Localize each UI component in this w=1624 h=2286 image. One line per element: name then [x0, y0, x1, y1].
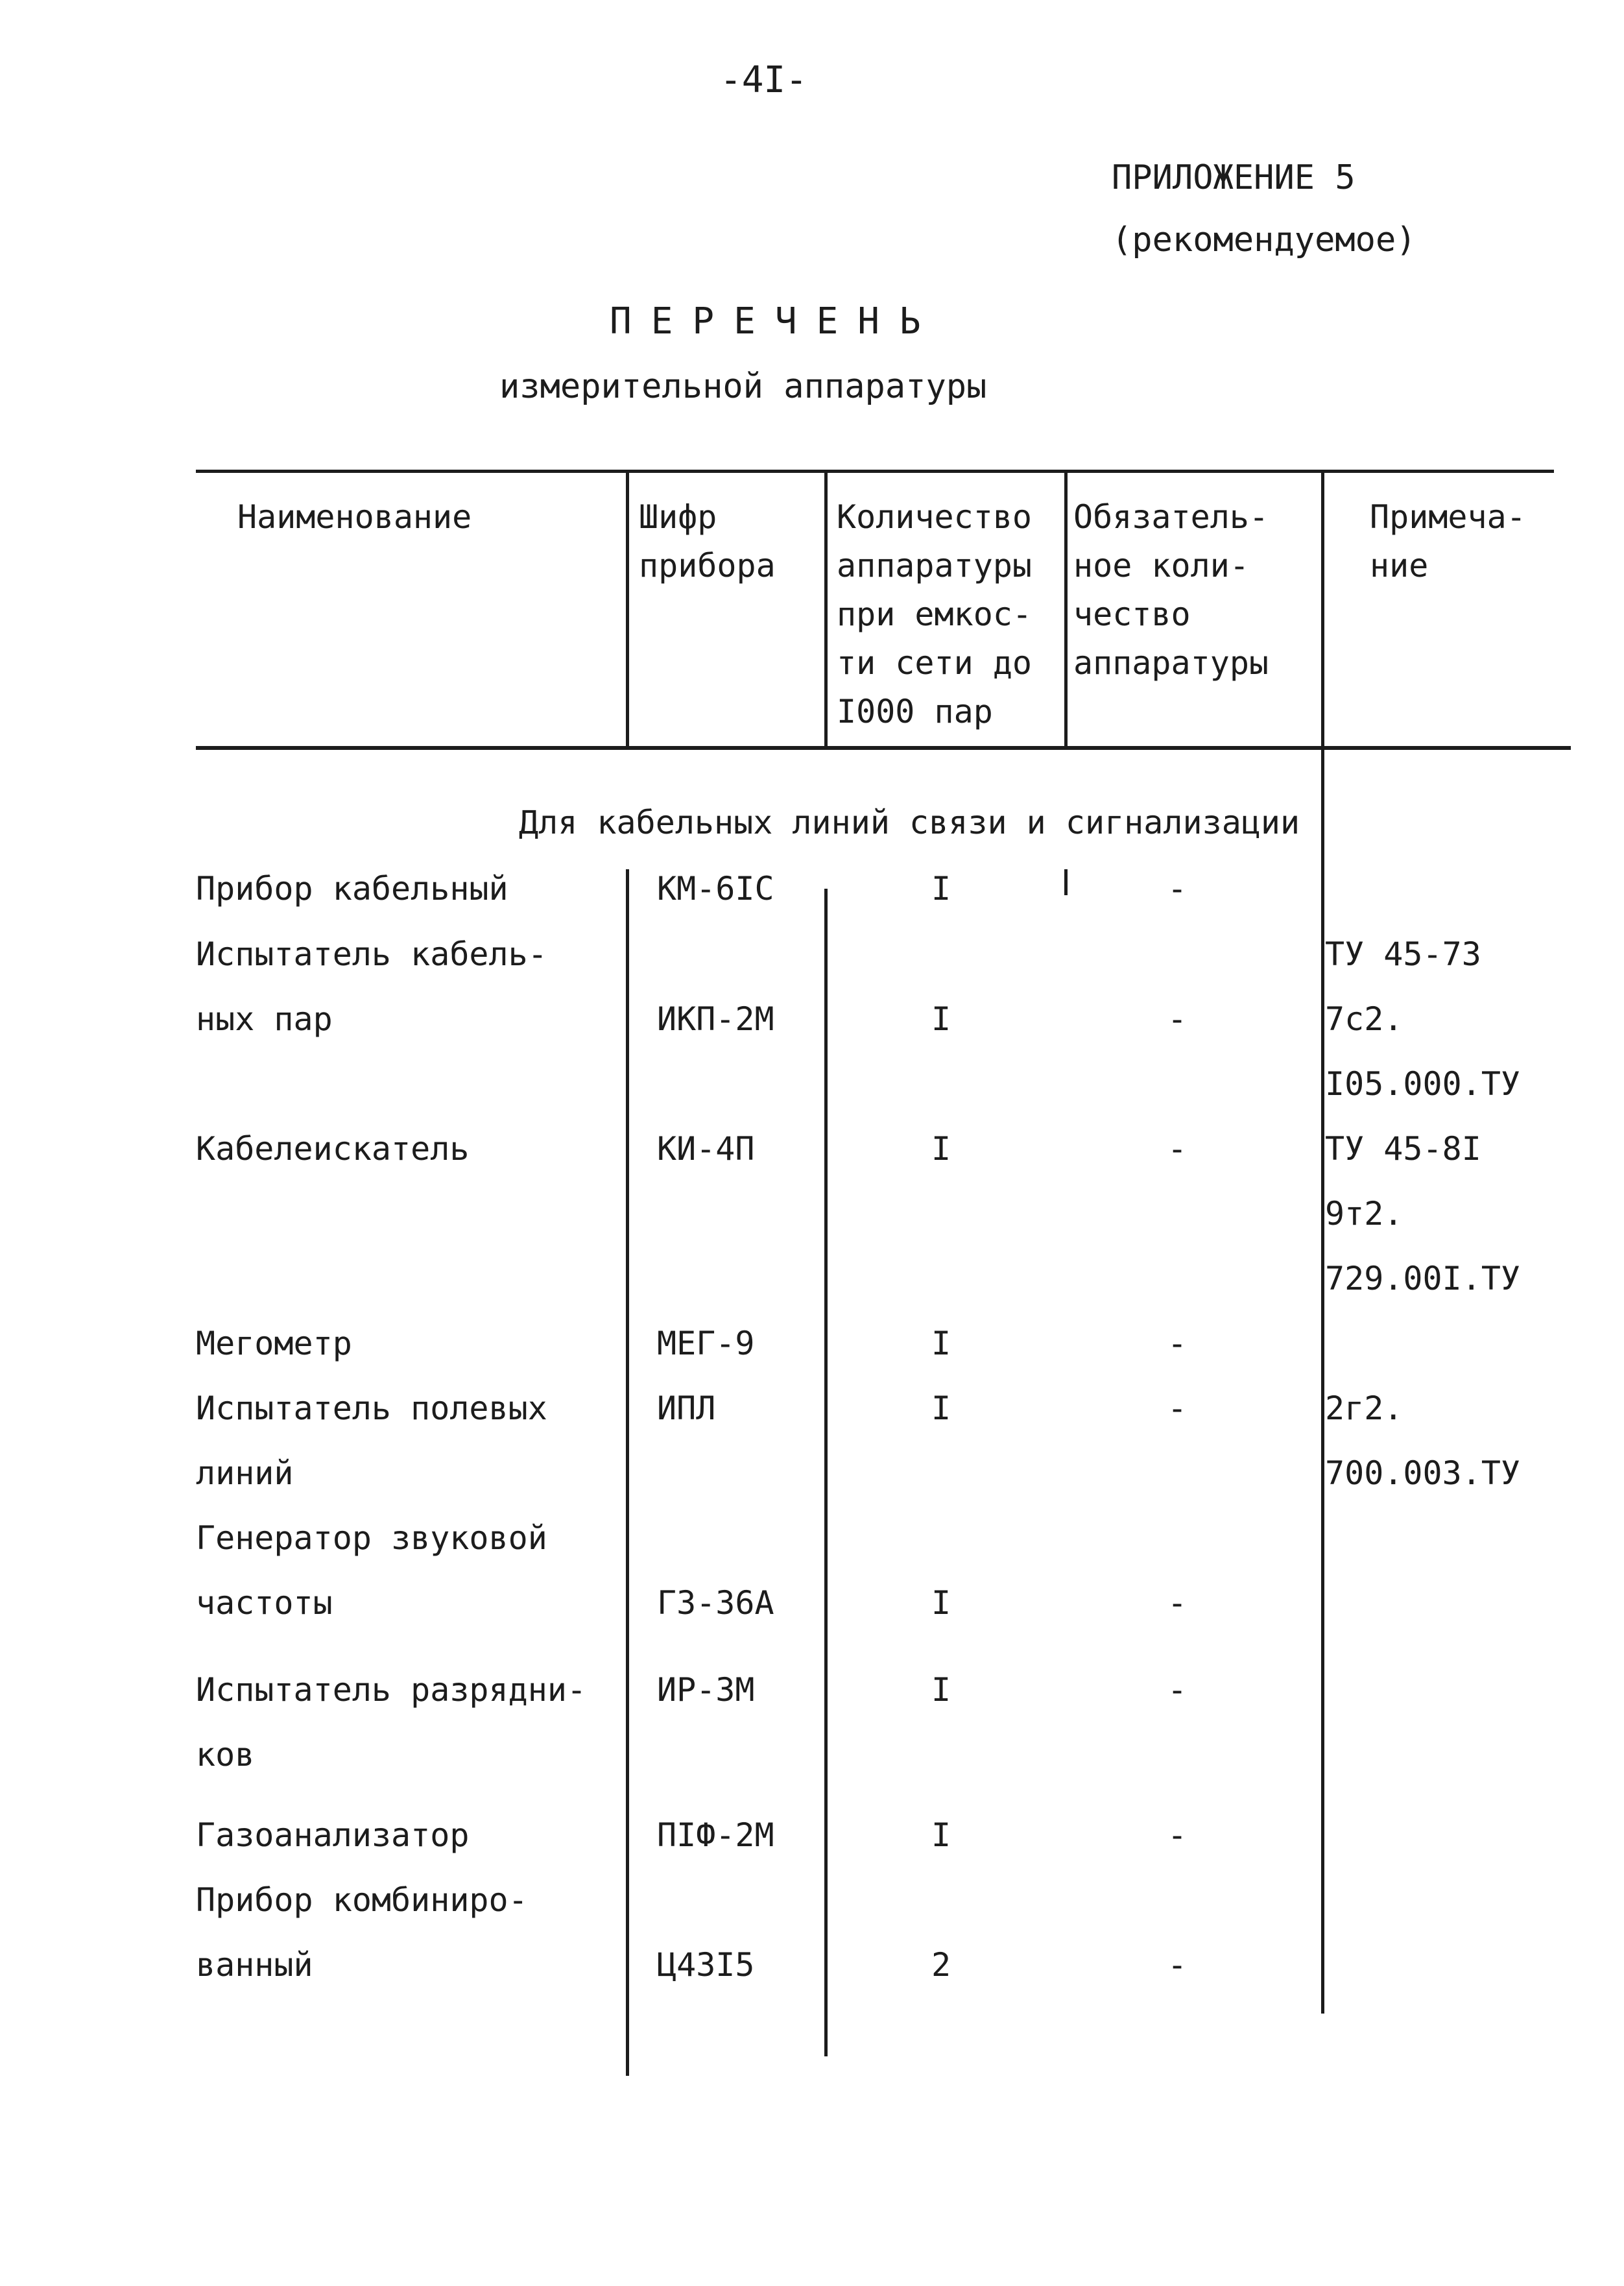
row-code: ПIФ-2М: [657, 1816, 774, 1854]
row-name: Газоанализатор: [196, 1816, 470, 1854]
row-name: Испытатель разрядни-: [196, 1671, 587, 1709]
header-quantity: Количество аппаратуры при емкос- ти сети до I000 пар: [837, 498, 1033, 730]
row-name: Испытатель полевых: [196, 1390, 547, 1427]
row-code: Ц43I5: [657, 1946, 755, 1984]
row-name-continued: линий: [196, 1454, 294, 1492]
row-code: ИКП-2М: [657, 1000, 774, 1038]
row-quantity: I: [931, 1130, 951, 1168]
column-divider-required-body: [1064, 869, 1068, 895]
column-divider-code: [626, 470, 629, 746]
row-code: КИ-4П: [657, 1130, 755, 1168]
document-title: ПЕРЕЧЕНЬ: [610, 300, 940, 343]
column-divider-note: [1321, 470, 1324, 2014]
row-required: -: [1167, 1390, 1188, 1427]
document-subtitle: измерительной аппаратуры: [499, 367, 987, 406]
row-note: 2г2.: [1325, 1390, 1403, 1427]
row-name: Прибор кабельный: [196, 870, 508, 908]
row-code: ИР-3М: [657, 1671, 755, 1709]
page-number: -4I-: [720, 59, 807, 101]
row-quantity: I: [931, 1000, 951, 1038]
row-name: Кабелеискатель: [196, 1130, 470, 1168]
row-name-continued: ков: [196, 1736, 255, 1774]
appendix-status: (рекомендуемое): [1112, 221, 1416, 259]
row-name-continued: ванный: [196, 1946, 313, 1984]
appendix-label: ПРИЛОЖЕНИЕ 5: [1112, 158, 1355, 197]
row-code: ГЗ-36А: [657, 1584, 774, 1622]
row-name-continued: частоты: [196, 1584, 333, 1622]
column-divider-code-body: [626, 869, 629, 2076]
row-required: -: [1167, 1816, 1188, 1854]
row-code: МЕГ-9: [657, 1325, 755, 1362]
row-name: Генератор звуковой: [196, 1519, 547, 1557]
row-note: 9т2.: [1325, 1195, 1403, 1233]
row-required: -: [1167, 1671, 1188, 1709]
row-name: Прибор комбиниро-: [196, 1881, 528, 1919]
row-quantity: I: [931, 1816, 951, 1854]
row-note: I05.000.ТУ: [1325, 1065, 1521, 1103]
row-required: -: [1167, 1325, 1188, 1362]
column-divider-required: [1064, 470, 1068, 746]
row-name: Мегометр: [196, 1325, 352, 1362]
row-code: ИПЛ: [657, 1390, 716, 1427]
row-required: -: [1167, 1000, 1188, 1038]
column-divider-quantity: [824, 470, 828, 746]
section-title: Для кабельных линий связи и сигнализации: [519, 804, 1300, 841]
row-quantity: I: [931, 870, 951, 908]
row-quantity: I: [931, 1584, 951, 1622]
header-note: Примеча- ние: [1370, 498, 1526, 584]
row-quantity: I: [931, 1390, 951, 1427]
row-quantity: I: [931, 1671, 951, 1709]
table-top-rule: [196, 470, 1554, 473]
header-name: Наименование: [237, 498, 472, 536]
row-required: -: [1167, 1130, 1188, 1168]
row-required: -: [1167, 1946, 1188, 1984]
header-required: Обязатель- ное коли- чество аппаратуры: [1073, 498, 1269, 682]
row-note: 729.00I.ТУ: [1325, 1260, 1521, 1297]
row-note: 700.003.ТУ: [1325, 1454, 1521, 1492]
row-quantity: I: [931, 1325, 951, 1362]
row-note: ТУ 45-8I: [1325, 1130, 1481, 1168]
row-note: ТУ 45-73: [1325, 935, 1481, 973]
column-divider-quantity-body: [824, 889, 828, 2056]
row-name: Испытатель кабель-: [196, 935, 547, 973]
row-note: 7с2.: [1325, 1000, 1403, 1038]
header-code: Шифр прибора: [639, 498, 776, 584]
row-name-continued: ных пар: [196, 1000, 333, 1038]
row-code: КМ-6IС: [657, 870, 774, 908]
row-required: -: [1167, 1584, 1188, 1622]
row-quantity: 2: [931, 1946, 951, 1984]
table-header-rule: [196, 746, 1571, 750]
row-required: -: [1167, 870, 1188, 908]
